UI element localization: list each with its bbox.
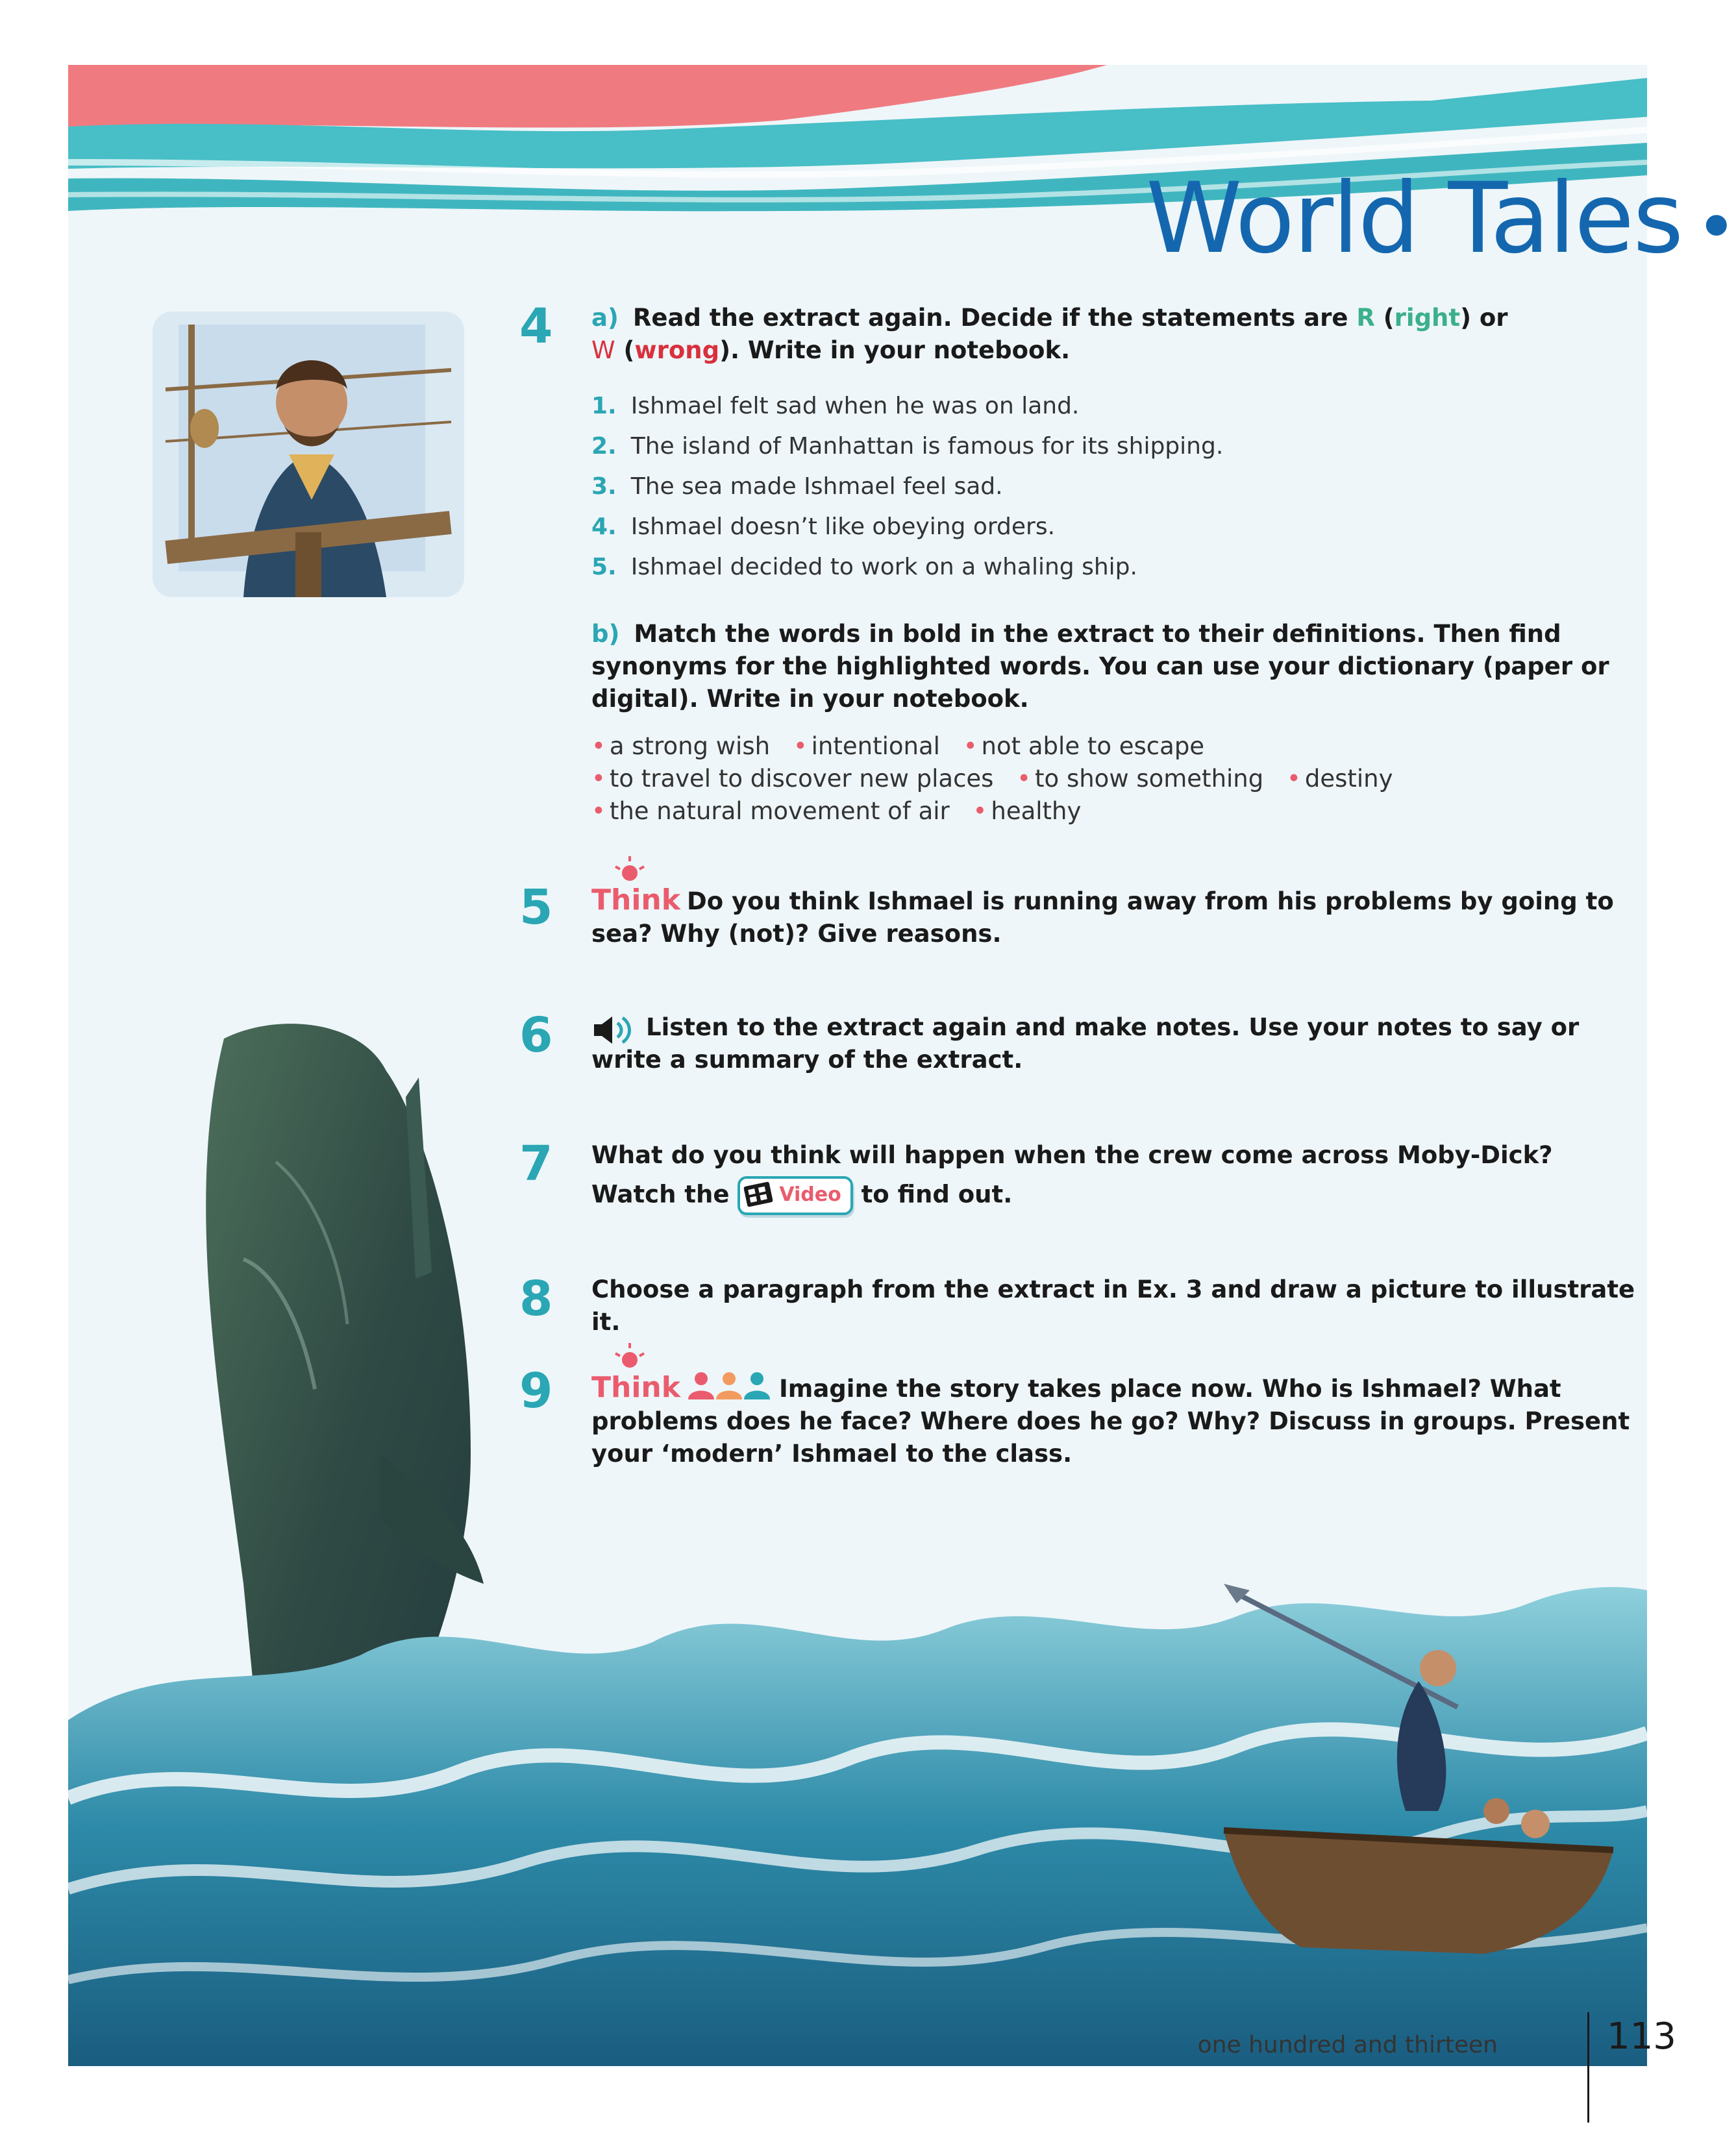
list-item: • to show something (1017, 765, 1264, 793)
instruction-text: ). Write in your notebook. (719, 336, 1071, 364)
captain-illustration (153, 312, 464, 597)
think-label: Think (591, 883, 681, 917)
exercise-number-9: 9 (519, 1363, 553, 1419)
exercise-7-line-1: What do you think will happen when the crew come across Moby-Dick? (591, 1141, 1553, 1169)
instruction-text: Imagine the story takes place now. Who is Ishmael? What (779, 1375, 1561, 1403)
harpooner-boat-illustration (1224, 1577, 1626, 1967)
exercise-8-instruction: Choose a paragraph from the extract in Ex. 3 and draw a picture to illustrate it. (591, 1275, 1635, 1336)
right-word: right (1394, 304, 1461, 332)
wrong-word: wrong (634, 336, 720, 364)
exercise-number-5: 5 (519, 880, 553, 935)
instruction-text: problems does he face? Where does he go? Why? Discuss in groups. Present (591, 1407, 1630, 1435)
exercise-number-8: 8 (519, 1271, 553, 1327)
film-reel-icon (744, 1181, 773, 1207)
video-button-label: Video (779, 1183, 841, 1206)
instruction-text: your ‘modern’ Ishmael to the class. (591, 1440, 1073, 1468)
exercise-number-6: 6 (519, 1007, 553, 1063)
video-button[interactable] (738, 1176, 852, 1215)
exercise-number-7: 7 (519, 1136, 553, 1192)
list-item: • destiny (1287, 765, 1393, 793)
exercise-7-line-2 (591, 1176, 1630, 1215)
exercise-9-instruction (591, 1371, 1630, 1470)
right-letter: R (1356, 304, 1375, 332)
list-item: • not able to escape (963, 732, 1205, 760)
instruction-text: synonyms for the highlighted words. You can use your dictionary (paper or (591, 652, 1609, 680)
list-item: • a strong wish (591, 732, 771, 760)
list-item: • healthy (973, 797, 1082, 825)
list-item: • to travel to discover new places (591, 765, 994, 793)
exercise-4a-label: a) (591, 304, 619, 332)
lightbulb-icon (610, 854, 649, 886)
footer-divider (1587, 2012, 1589, 2123)
audio-speaker-icon[interactable] (591, 1014, 637, 1046)
group-work-icon (687, 1371, 771, 1401)
instruction-text: Match the words in bold in the extract to their definitions. Then find (634, 620, 1561, 648)
page-number: 113 (1607, 2015, 1676, 2058)
exercise-4b-instruction (591, 618, 1630, 715)
instruction-text: to find out. (861, 1180, 1013, 1209)
list-item: 3. The sea made Ishmael feel sad. (591, 473, 1003, 500)
definitions-row-2 (591, 763, 1409, 795)
exercise-6-line-2: write a summary of the extract. (591, 1046, 1023, 1074)
instruction-text: digital). Write in your notebook. (591, 685, 1029, 713)
textbook-page (68, 65, 1736, 2066)
exercise-5-instruction (591, 884, 1630, 950)
statements-list (591, 386, 1223, 587)
wrong-letter: W (591, 336, 615, 364)
instruction-text: ) or (1460, 304, 1508, 332)
title-bullet-icon: • (1695, 186, 1736, 269)
list-item: 4. Ishmael doesn’t like obeying orders. (591, 513, 1056, 540)
instruction-text: Do you think Ishmael is running away from his problems by going to (687, 887, 1614, 915)
exercise-number-4: 4 (519, 299, 553, 354)
list-item: 1. Ishmael felt sad when he was on land. (591, 393, 1080, 419)
exercise-4b-label: b) (591, 620, 620, 648)
think-label: Think (591, 1371, 681, 1404)
exercise-6-line-1: Listen to the extract again and make notes. Use your notes to say or (646, 1013, 1580, 1041)
instruction-text: Read the extract again. Decide if the statements are (632, 304, 1357, 332)
instruction-text: Watch the (591, 1180, 730, 1209)
list-item: • the natural movement of air (591, 797, 950, 825)
instruction-text: sea? Why (not)? Give reasons. (591, 920, 1002, 948)
definitions-row-3 (591, 795, 1097, 828)
list-item: • intentional (793, 732, 940, 760)
list-item: 5. Ishmael decided to work on a whaling ship. (591, 554, 1137, 580)
page-number-words: one hundred and thirteen (1197, 2032, 1498, 2058)
page-title: World Tales • (1146, 162, 1736, 275)
exercise-4a-instruction: a) Read the extract again. Decide if the statements are R (right) or W (wrong). Write in your notebook. (591, 304, 1508, 364)
definitions-row-1 (591, 730, 1220, 763)
list-item: 2. The island of Manhattan is famous for its shipping. (591, 433, 1224, 460)
lightbulb-icon (610, 1340, 649, 1373)
